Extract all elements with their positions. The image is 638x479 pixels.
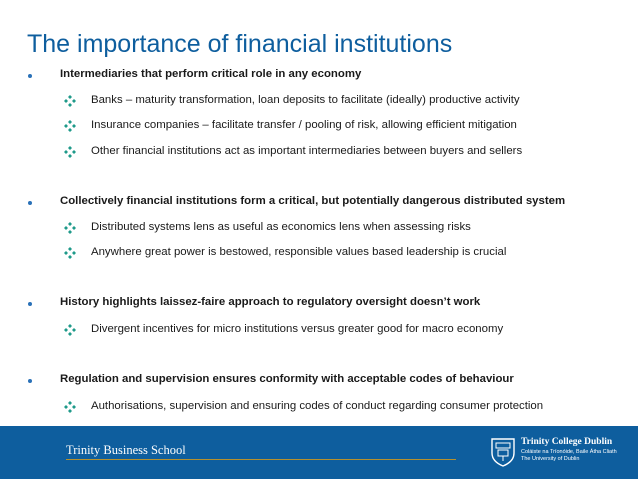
footer-bar bbox=[0, 426, 638, 479]
college-logo bbox=[521, 437, 617, 463]
diamond-bullet-icon bbox=[64, 95, 76, 107]
diamond-bullet-icon bbox=[64, 247, 76, 259]
sub-item: Other financial institutions act as important intermediaries between buyers and sellers bbox=[91, 145, 523, 157]
sub-item: Anywhere great power is bestowed, responsible values based leadership is crucial bbox=[91, 246, 507, 258]
bullet-dot bbox=[28, 201, 32, 205]
college-subtitle: The University of Dublin bbox=[521, 456, 580, 462]
diamond-bullet-icon bbox=[64, 324, 76, 336]
school-name: Trinity Business School bbox=[66, 443, 186, 457]
section-heading: Regulation and supervision ensures conformity with acceptable codes of behaviour bbox=[60, 373, 514, 385]
sub-item: Insurance companies – facilitate transfer / pooling of risk, allowing efficient mitigation bbox=[91, 119, 517, 131]
college-crest-icon bbox=[491, 437, 515, 467]
diamond-bullet-icon bbox=[64, 146, 76, 158]
bullet-dot bbox=[28, 379, 32, 383]
footer-divider bbox=[66, 459, 456, 460]
sub-item: Distributed systems lens as useful as economics lens when assessing risks bbox=[91, 221, 471, 233]
section-heading: Collectively financial institutions form a critical, but potentially dangerous distributed system bbox=[60, 195, 566, 207]
college-irish-name: Coláiste na Tríonóide, Baile Átha Cliath bbox=[521, 449, 617, 455]
diamond-bullet-icon bbox=[64, 120, 76, 132]
sub-item: Divergent incentives for micro institutions versus greater good for macro economy bbox=[91, 323, 504, 335]
sub-item: Authorisations, supervision and ensuring codes of conduct regarding consumer protection bbox=[91, 400, 544, 412]
sub-item: Banks – maturity transformation, loan deposits to facilitate (ideally) productive activity bbox=[91, 94, 520, 106]
college-name: Trinity College Dublin bbox=[521, 437, 613, 447]
diamond-bullet-icon bbox=[64, 401, 76, 413]
slide-title: The importance of financial institutions bbox=[27, 30, 453, 58]
bullet-dot bbox=[28, 302, 32, 306]
diamond-bullet-icon bbox=[64, 222, 76, 234]
bullet-dot bbox=[28, 74, 32, 78]
section-heading: Intermediaries that perform critical role in any economy bbox=[60, 68, 362, 80]
section-heading: History highlights laissez-faire approach to regulatory oversight doesn’t work bbox=[60, 296, 481, 308]
